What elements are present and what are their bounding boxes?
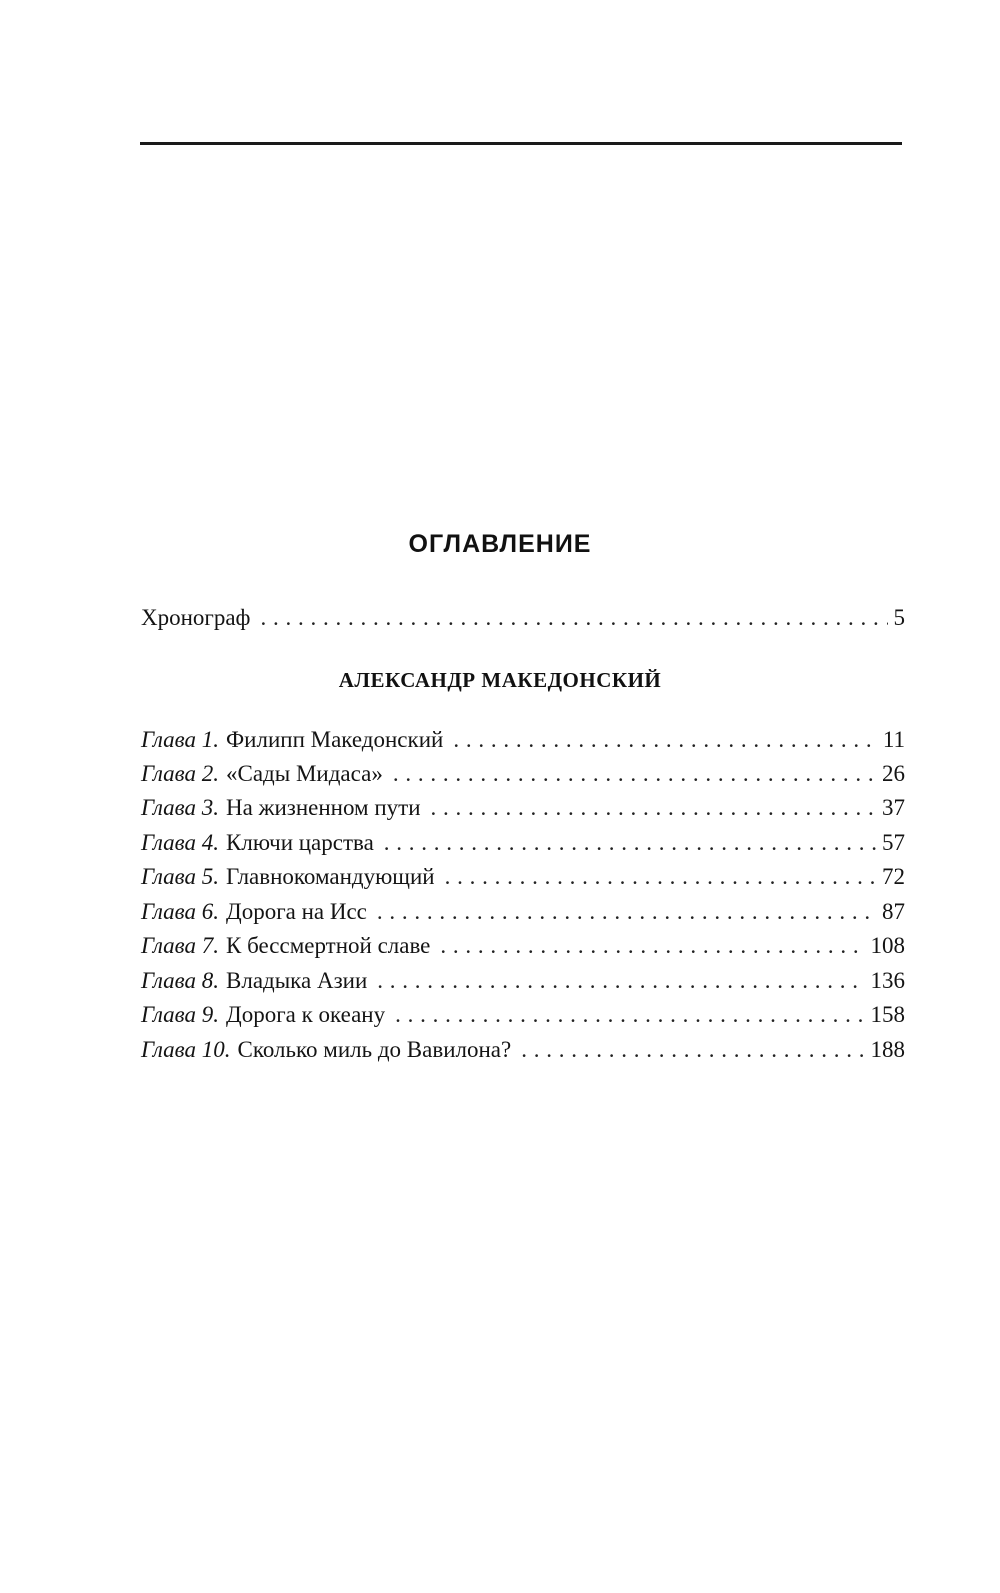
chapter-title: На жизненном пути	[226, 795, 421, 820]
leader-dots	[384, 829, 876, 857]
chapter-prefix: Глава 8.	[141, 968, 219, 993]
leader-dots	[260, 604, 887, 632]
toc-entry-chapter-5[interactable]	[141, 863, 905, 891]
chapter-title: Главнокомандующий	[226, 864, 435, 889]
chapter-page: 136	[870, 968, 905, 993]
chapter-prefix: Глава 10.	[141, 1037, 231, 1062]
toc-entry-chapter-3[interactable]	[141, 794, 905, 822]
chapter-page: 188	[870, 1037, 905, 1062]
chapter-title: Дорога на Исс	[226, 899, 367, 924]
chapter-prefix: Глава 4.	[141, 830, 219, 855]
chapter-prefix: Глава 2.	[141, 761, 219, 786]
chapter-page: 11	[882, 727, 905, 752]
toc-entry-chapter-8[interactable]	[141, 967, 905, 995]
chapter-page: 108	[870, 933, 905, 958]
chapter-title: «Сады Мидаса»	[226, 761, 383, 786]
leader-dots	[431, 794, 876, 822]
chapter-prefix: Глава 1.	[141, 727, 219, 752]
toc-entry-chronograph[interactable]	[141, 604, 905, 632]
toc-entry-chapter-1[interactable]	[141, 726, 905, 754]
chapter-title: Ключи царства	[226, 830, 374, 855]
leader-dots	[377, 898, 876, 926]
chapter-prefix: Глава 5.	[141, 864, 219, 889]
toc-entry-page: 5	[893, 605, 905, 630]
toc-entry-chapter-10[interactable]	[141, 1036, 905, 1064]
top-rule	[140, 142, 902, 145]
toc-entry-title: Хронограф	[141, 605, 251, 630]
chapter-prefix: Глава 7.	[141, 933, 219, 958]
chapter-title: Сколько миль до Вавилона?	[237, 1037, 512, 1062]
chapter-page: 57	[882, 830, 905, 855]
chapter-title: Владыка Азии	[226, 968, 368, 993]
chapter-page: 87	[882, 899, 905, 924]
leader-dots	[521, 1036, 864, 1064]
chapter-page: 158	[870, 1002, 905, 1027]
chapter-prefix: Глава 6.	[141, 899, 219, 924]
chapter-prefix: Глава 3.	[141, 795, 219, 820]
leader-dots	[393, 760, 876, 788]
chapter-title: Филипп Македонский	[226, 727, 444, 752]
toc-entry-chapter-9[interactable]	[141, 1001, 905, 1029]
chapter-page: 37	[882, 795, 905, 820]
toc-entry-chapter-2[interactable]	[141, 760, 905, 788]
leader-dots	[440, 932, 864, 960]
chapter-prefix: Глава 9.	[141, 1002, 219, 1027]
toc-entry-chapter-6[interactable]	[141, 898, 905, 926]
chapter-page: 72	[882, 864, 905, 889]
leader-dots	[395, 1001, 864, 1029]
toc-heading: ОГЛАВЛЕНИЕ	[408, 530, 592, 558]
toc-entry-chapter-4[interactable]	[141, 829, 905, 857]
chapter-title: Дорога к океану	[226, 1002, 386, 1027]
chapter-title: К бессмертной славе	[226, 933, 431, 958]
leader-dots	[445, 863, 876, 891]
leader-dots	[453, 726, 877, 754]
section-heading: АЛЕКСАНДР МАКЕДОНСКИЙ	[338, 668, 662, 692]
toc-entry-chapter-7[interactable]	[141, 932, 905, 960]
chapter-page: 26	[882, 761, 905, 786]
leader-dots	[377, 967, 864, 995]
